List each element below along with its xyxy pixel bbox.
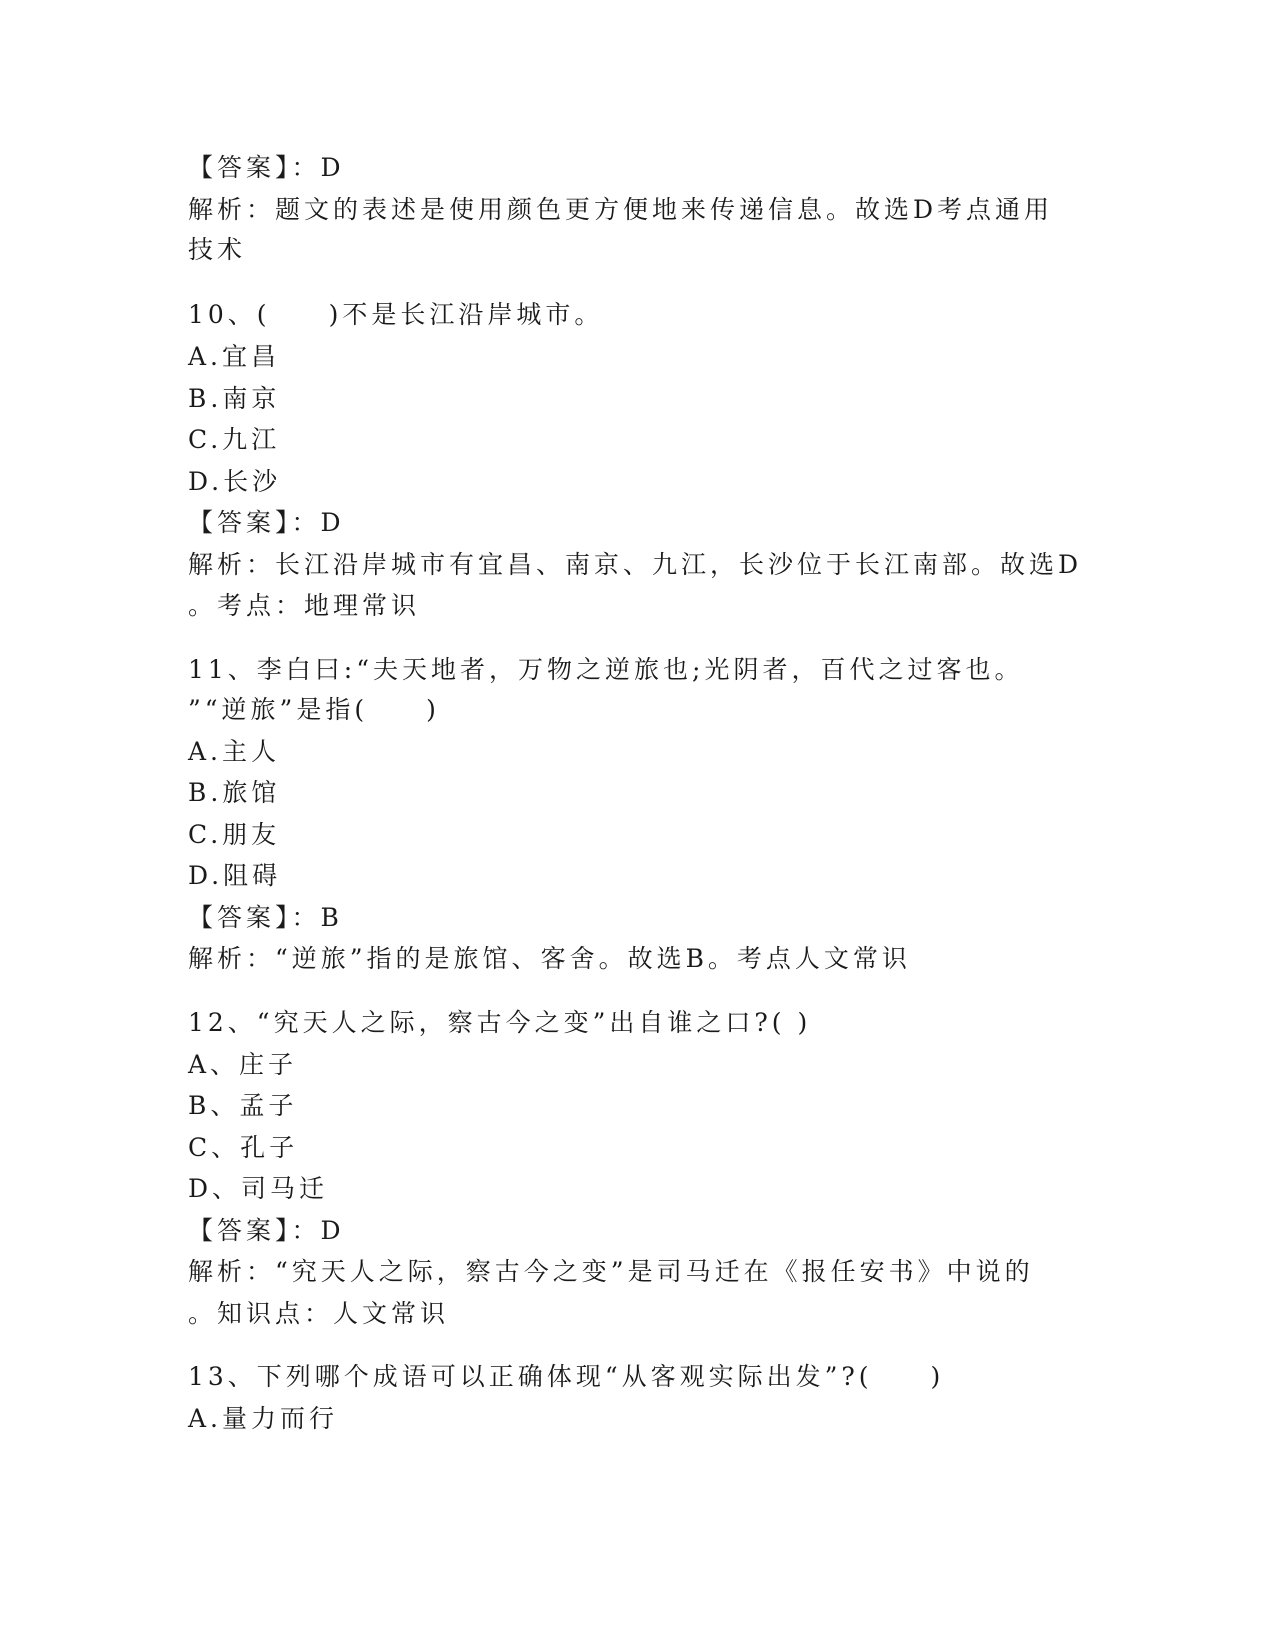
analysis-10-line-1: 解析：长江沿岸城市有宜昌、南京、九江，长沙位于长江南部。故选D <box>188 550 1083 579</box>
analysis-12-line-2: 。知识点：人文常识 <box>188 1299 450 1328</box>
answer-9: 【答案】：D <box>188 153 345 182</box>
analysis-10-line-2: 。考点：地理常识 <box>188 591 421 620</box>
question-10-stem: 10、( )不是长江沿岸城市。 <box>188 300 604 329</box>
question-11-option-b: B.旅馆 <box>188 778 281 807</box>
question-11-option-d: D.阻碍 <box>188 861 282 890</box>
question-13-option-a: A.量力而行 <box>188 1404 339 1433</box>
question-11-stem-line-2: ”“逆旅”是指( ) <box>188 695 440 724</box>
question-12-option-d: D、司马迁 <box>188 1174 329 1203</box>
question-11-option-a: A.主人 <box>188 737 281 766</box>
analysis-9-line-1: 解析：题文的表述是使用颜色更方便地来传递信息。故选D考点通用 <box>188 195 1054 224</box>
analysis-9-line-2: 技术 <box>188 235 247 264</box>
answer-10: 【答案】：D <box>188 508 345 537</box>
question-13-stem: 13、下列哪个成语可以正确体现“从客观实际出发”?( ) <box>188 1362 945 1391</box>
question-12-option-c: C、孔子 <box>188 1133 299 1162</box>
question-12-option-b: B、孟子 <box>188 1091 298 1120</box>
question-10-option-d: D.长沙 <box>188 467 282 496</box>
question-12-option-a: A、庄子 <box>188 1050 298 1079</box>
question-10-option-c: C.九江 <box>188 425 281 454</box>
question-11-option-c: C.朋友 <box>188 820 281 849</box>
answer-12: 【答案】：D <box>188 1216 345 1245</box>
question-10-option-b: B.南京 <box>188 384 281 413</box>
answer-11: 【答案】：B <box>188 903 343 932</box>
question-12-stem: 12、“究天人之际，察古今之变”出自谁之口?( ) <box>188 1008 812 1037</box>
question-10-option-a: A.宜昌 <box>188 342 281 371</box>
analysis-11: 解析：“逆旅”指的是旅馆、客舍。故选B。考点人文常识 <box>188 944 911 973</box>
question-11-stem-line-1: 11、李白曰:“夫天地者，万物之逆旅也;光阴者，百代之过客也。 <box>188 655 1024 684</box>
analysis-12-line-1: 解析：“究天人之际，察古今之变”是司马迁在《报任安书》中说的 <box>188 1257 1034 1286</box>
